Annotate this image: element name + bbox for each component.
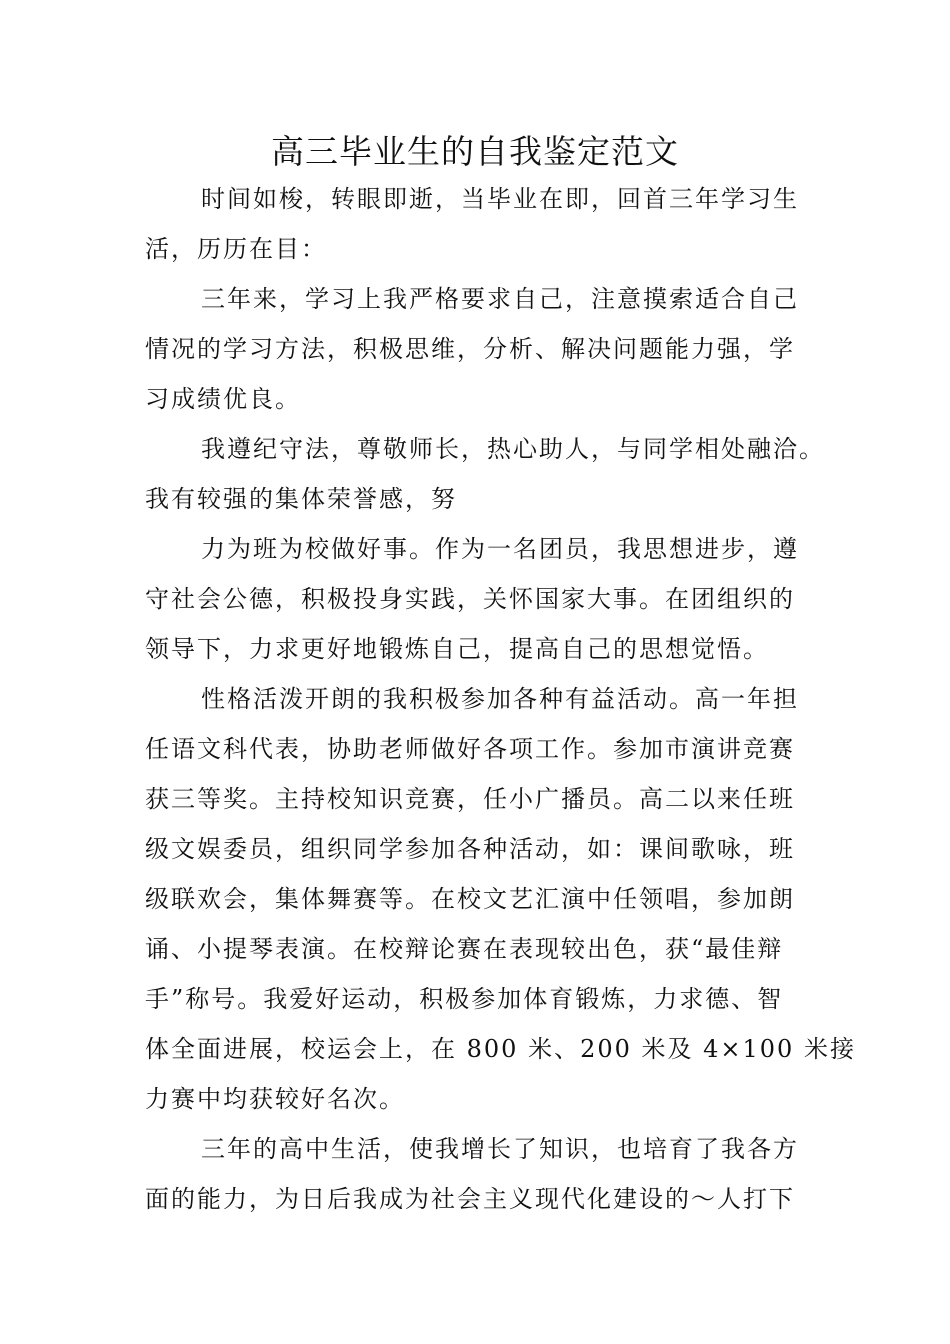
document-title: 高三毕业生的自我鉴定范文 bbox=[271, 132, 679, 171]
paragraph-line: 活，历历在目： bbox=[145, 235, 327, 263]
document-body bbox=[145, 174, 856, 1224]
paragraph-line: 获三等奖。主持校知识竞赛，任小广播员。高二以来任班 bbox=[145, 785, 795, 813]
paragraph-line: 时间如梭，转眼即逝，当毕业在即，回首三年学习生 bbox=[201, 185, 799, 213]
paragraph-line: 级联欢会，集体舞赛等。在校文艺汇演中任领唱，参加朗 bbox=[145, 885, 795, 913]
paragraph-line: 情况的学习方法，积极思维，分析、解决问题能力强，学 bbox=[145, 335, 795, 363]
paragraph-line: 习成绩优良。 bbox=[145, 385, 301, 413]
paragraph-line: 级文娱委员，组织同学参加各种活动，如：课间歌咏，班 bbox=[145, 835, 795, 863]
paragraph-6 bbox=[145, 1124, 807, 1224]
paragraph-line: 守社会公德，积极投身实践，关怀国家大事。在团组织的 bbox=[145, 585, 795, 613]
paragraph-line: 体全面进展，校运会上，在 800 米、200 米及 4×100 米接 bbox=[145, 1035, 856, 1063]
paragraph-line: 我有较强的集体荣誉感，努 bbox=[145, 485, 457, 513]
paragraph-2 bbox=[145, 274, 807, 424]
paragraph-line: 力赛中均获较好名次。 bbox=[145, 1085, 405, 1113]
paragraph-line: 面的能力，为日后我成为社会主义现代化建设的～人打下 bbox=[145, 1185, 795, 1213]
paragraph-line: 任语文科代表，协助老师做好各项工作。参加市演讲竞赛 bbox=[145, 735, 795, 763]
paragraph-line: 三年的高中生活，使我增长了知识，也培育了我各方 bbox=[201, 1135, 799, 1163]
paragraph-1 bbox=[145, 174, 807, 274]
paragraph-5 bbox=[145, 674, 856, 1124]
paragraph-3 bbox=[145, 424, 825, 524]
paragraph-line: 领导下，力求更好地锻炼自己，提高自己的思想觉悟。 bbox=[145, 635, 769, 663]
paragraph-line: 性格活泼开朗的我积极参加各种有益活动。高一年担 bbox=[201, 685, 799, 713]
paragraph-line: 手”称号。我爱好运动，积极参加体育锻炼，力求德、智 bbox=[145, 985, 784, 1013]
paragraph-line: 力为班为校做好事。作为一名团员，我思想进步，遵 bbox=[201, 535, 799, 563]
paragraph-4 bbox=[145, 524, 807, 674]
paragraph-line: 诵、小提琴表演。在校辩论赛在表现较出色，获“最佳辩 bbox=[145, 935, 784, 963]
paragraph-line: 三年来，学习上我严格要求自己，注意摸索适合自己 bbox=[201, 285, 799, 313]
paragraph-line: 我遵纪守法，尊敬师长，热心助人，与同学相处融洽。 bbox=[201, 435, 825, 463]
